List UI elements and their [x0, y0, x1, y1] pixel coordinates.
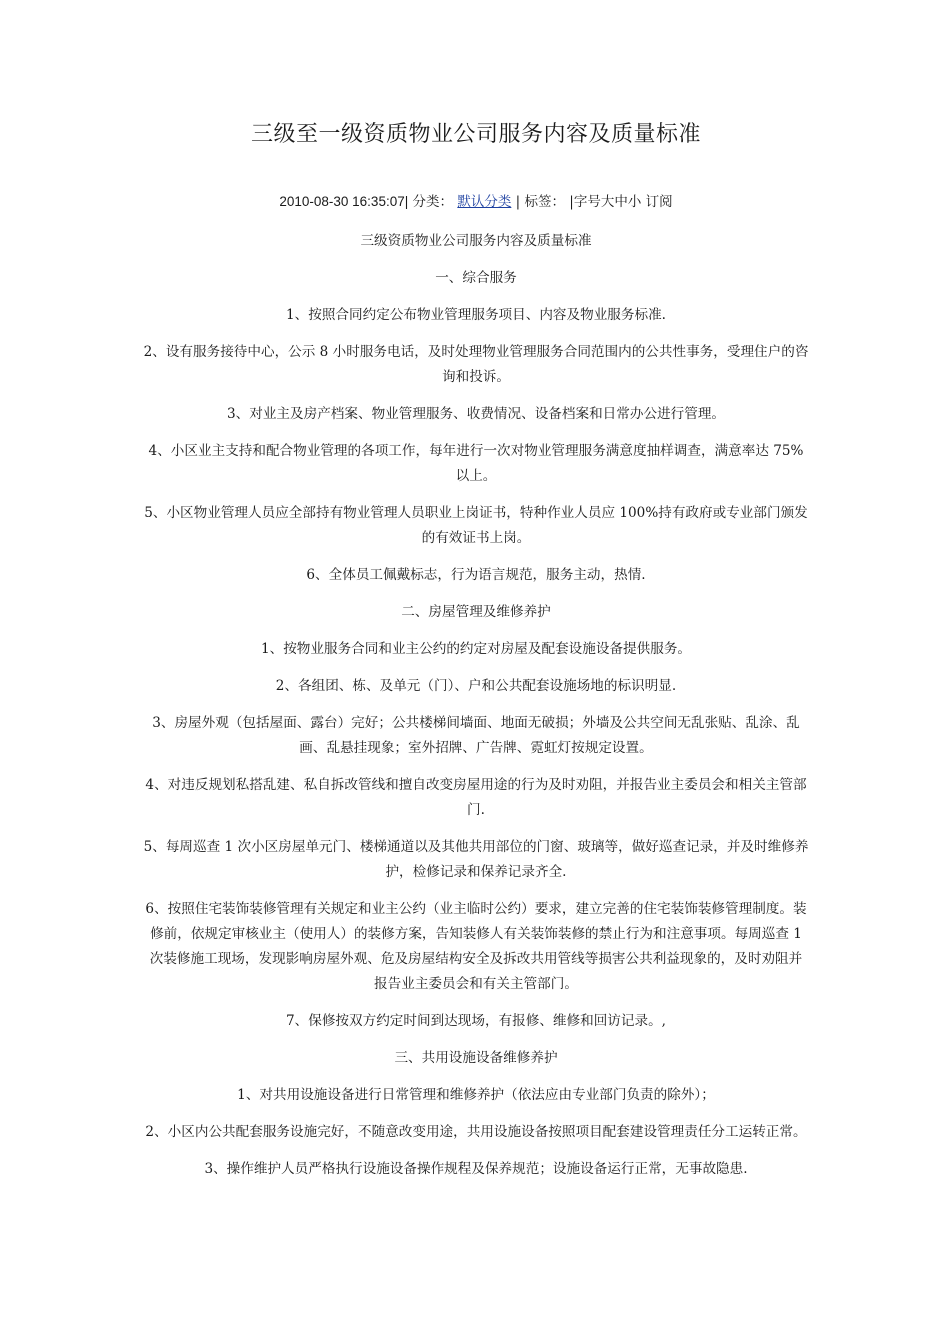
list-item: 2、小区内公共配套服务设施完好，不随意改变用途，共用设施设备按照项目配套建设管理责任分工运转正常。 — [145, 1124, 807, 1140]
section-heading: 三、共用设施设备维修养护 — [394, 1050, 558, 1066]
post-meta-line — [143, 191, 809, 213]
list-item: 4、小区业主支持和配合物业管理的各项工作，每年进行一次对物业管理服务满意度抽样调查，满意率达 75%以上。 — [148, 443, 804, 484]
list-item: 6、按照住宅装饰装修管理有关规定和业主公约（业主临时公约）要求，建立完善的住宅装饰装修管理制度。装修前，依规定审核业主（使用人）的装修方案，告知装修人有关装饰装修的禁止行为和注意事项。每周巡查 1 次装修施工现场，发现影响房屋外观、危及房屋结构安全及拆改共用管线等损害公共利益现象的，及时劝阻并报告业主委员会和有关主管部门。 — [145, 901, 807, 992]
list-item: 5、小区物业管理人员应全部持有物业管理人员职业上岗证书，特种作业人员应 100%持有政府或专业部门颁发的有效证书上岗。 — [144, 505, 808, 546]
font-size-controls[interactable]: |字号大中小 订阅 — [569, 194, 673, 210]
doc-subtitle: 三级资质物业公司服务内容及质量标准 — [360, 233, 592, 249]
category-link[interactable]: 默认分类 — [457, 194, 512, 210]
list-item: 1、按照合同约定公布物业管理服务项目、内容及物业服务标准. — [286, 307, 666, 323]
list-item: 1、对共用设施设备进行日常管理和维修养护（依法应由专业部门负责的除外）； — [237, 1087, 715, 1103]
list-item: 2、设有服务接待中心，公示 8 小时服务电话，及时处理物业管理服务合同范围内的公共性事务，受理住户的咨询和投诉。 — [143, 344, 809, 385]
tags-label: 标签： — [524, 194, 565, 210]
meta-separator: | — [515, 194, 521, 210]
list-item: 3、操作维护人员严格执行设施设备操作规程及保养规范；设施设备运行正常，无事故隐患. — [204, 1161, 748, 1177]
list-item: 3、对业主及房产档案、物业管理服务、收费情况、设备档案和日常办公进行管理。 — [226, 406, 726, 422]
list-item: 2、各组团、栋、及单元（门）、户和公共配套设施场地的标识明显. — [275, 678, 677, 694]
section-heading: 一、综合服务 — [435, 270, 517, 286]
list-item: 1、按物业服务合同和业主公约的约定对房屋及配套设施设备提供服务。 — [260, 641, 692, 657]
list-item: 6、全体员工佩戴标志，行为语言规范，服务主动，热情. — [306, 567, 646, 583]
post-datetime: 2010-08-30 16:35:07| — [279, 194, 409, 209]
page-title: 三级至一级资质物业公司服务内容及质量标准 — [250, 122, 701, 147]
list-item: 4、对违反规划私搭乱建、私自拆改管线和擅自改变房屋用途的行为及时劝阻，并报告业主委员会和相关主管部门. — [145, 777, 807, 818]
section-heading: 二、房屋管理及维修养护 — [401, 604, 551, 620]
list-item: 7、保修按双方约定时间到达现场，有报修、维修和回访记录。, — [286, 1013, 666, 1029]
list-item: 5、每周巡查 1 次小区房屋单元门、楼梯通道以及其他共用部位的门窗、玻璃等，做好巡查记录，并及时维修养护，检修记录和保养记录齐全. — [143, 839, 809, 880]
article-body — [143, 229, 809, 1194]
category-label: 分类： — [412, 194, 454, 210]
list-item: 3、房屋外观（包括屋面、露台）完好；公共楼梯间墙面、地面无破损；外墙及公共空间无乱张贴、乱涂、乱画、乱悬挂现象；室外招牌、广告牌、霓虹灯按规定设置。 — [152, 715, 800, 756]
